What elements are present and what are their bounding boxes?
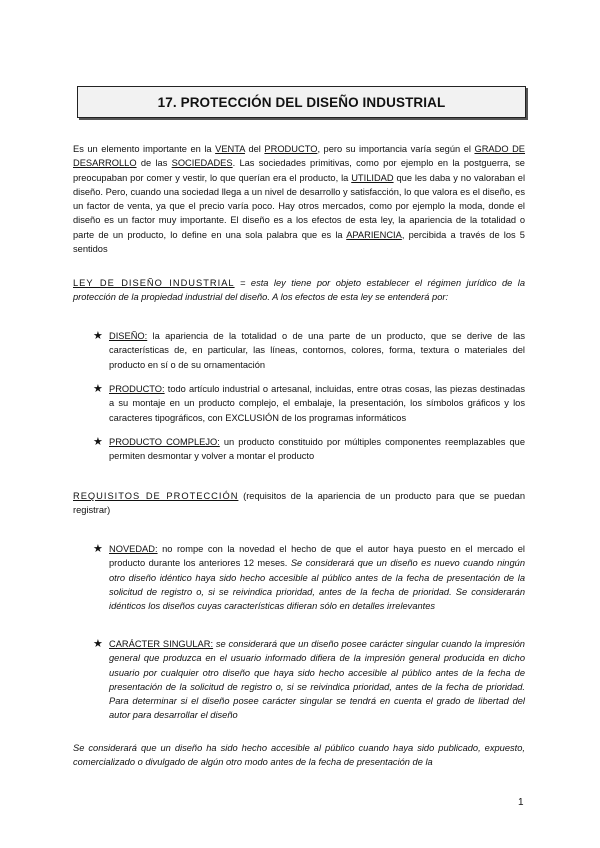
definition-text: un producto constituido por múltiples componentes reemplazables que permiten desmontar y volver a montar el producto — [109, 437, 525, 462]
definition-item — [93, 382, 525, 425]
closing-paragraph — [73, 741, 525, 770]
closing-text: Se considerará que un diseño ha sido hecho accesible al público cuando haya sido publicado, expuesto, comercializado o divulgado de algún otro modo antes de la fecha de presentación de la — [73, 743, 525, 768]
ley-heading: LEY DE DISEÑO INDUSTRIAL — [73, 278, 235, 288]
requirement-item — [93, 637, 525, 723]
page-number: 1 — [518, 797, 524, 808]
section-title: 17. PROTECCIÓN DEL DISEÑO INDUSTRIAL — [157, 94, 446, 110]
intro-paragraph — [73, 142, 525, 256]
definition-item — [93, 435, 525, 464]
definition-term: DISEÑO: — [109, 331, 148, 341]
intro-text: , pero su importancia varía según el — [317, 144, 475, 154]
definition-term: PRODUCTO: — [109, 384, 165, 394]
ley-paragraph — [73, 276, 525, 305]
star-bullet-icon: ★ — [93, 543, 103, 555]
requirement-item — [93, 542, 525, 613]
ley-text: = esta ley tiene por objeto establecer el régimen jurídico de la protección de la propiedad industrial del diseño. A los efectos de esta ley se entenderá por: — [73, 278, 525, 303]
term-venta: VENTA — [215, 144, 245, 154]
term-producto: PRODUCTO — [264, 144, 318, 154]
section-title-box — [77, 86, 526, 118]
requisitos-paragraph — [73, 489, 525, 518]
term-apariencia: APARIENCIA — [346, 229, 402, 240]
intro-text: de las — [136, 158, 172, 169]
definition-text: todo artículo industrial o artesanal, incluidas, entre otras cosas, las piezas destinadas a su montaje en un producto complejo, el embalaje, la presentación, los símbolos gráficos y los caracteres tipográficos, con EXCLUSIÓN de los programas informáticos — [109, 384, 525, 423]
requirement-italic-text: se considerará que un diseño posee carácter singular cuando la impresión general que produzca en el usuario informado difiera de la impresión general producida en dicho usuario por cualquier otro diseño que haya sido hecho accesible al público antes de la fecha de presentación de la solicitud de registro o, si se reivindica prioridad, antes de la fecha de prioridad. Para determinar si el diseño posee carácter singular se tendrá en cuenta el grado de libertad del autor para desarrollar el diseño — [109, 639, 525, 721]
requirement-term: CARÁCTER SINGULAR: — [109, 639, 214, 649]
definition-item — [93, 329, 525, 372]
intro-text: que les daba y no valoraban el diseño. Pero, cuando una sociedad llega a un nivel de desarrollo y satisfacción, lo que valora es el diseño, es un factor de venta, ya que el precio varía poco. Hay otros mercados, como por ejemplo la moda, donde el diseño es un factor muy importante. El diseño es a los efectos de esta ley, la apariencia de la totalidad o parte de un producto, lo define en una sola palabra que es la — [73, 172, 526, 240]
definition-text: la apariencia de la totalidad o de una parte de un producto, que se derive de las características de, en particular, las líneas, contornos, colores, forma, textura o materiales del producto en sí o de su ornamentación — [109, 331, 525, 370]
definition-term: PRODUCTO COMPLEJO: — [109, 437, 220, 447]
term-sociedades: SOCIEDADES — [171, 158, 233, 169]
requirement-text: no rompe con la novedad el hecho de que el autor haya puesto en el mercado el producto durante los anteriores 12 meses. — [109, 544, 525, 569]
intro-text: Es un elemento importante en la — [73, 144, 216, 154]
star-bullet-icon: ★ — [93, 638, 103, 650]
term-grado-desarrollo: GRADO DE DESARROLLO — [73, 144, 526, 169]
term-utilidad: UTILIDAD — [351, 172, 394, 183]
requirement-italic-text: Se considerará que un diseño es nuevo cuando ningún otro diseño idéntico haya sido hecho accesible al público antes de la fecha de presentación de la solicitud de registro o, si se reivindica prioridad, antes de la fecha de prioridad. Se considerarán idénticos los diseños cuyas características difieran sólo en detalles irrelevantes — [109, 558, 525, 612]
intro-text: , percibida a través de los 5 sentidos — [73, 229, 525, 255]
requisitos-text: (requisitos de la apariencia de un producto para que se puedan registrar) — [73, 491, 525, 516]
intro-text: . Las sociedades primitivas, como por ejemplo en la postguerra, se preocupaban por comer y vestir, lo que querían era el producto, la — [73, 158, 525, 183]
star-bullet-icon: ★ — [93, 383, 103, 395]
intro-text: del — [244, 144, 265, 154]
star-bullet-icon: ★ — [93, 436, 103, 448]
requirement-term: NOVEDAD: — [109, 544, 158, 554]
star-bullet-icon: ★ — [93, 330, 103, 342]
requisitos-heading: REQUISITOS DE PROTECCIÓN — [73, 491, 239, 501]
